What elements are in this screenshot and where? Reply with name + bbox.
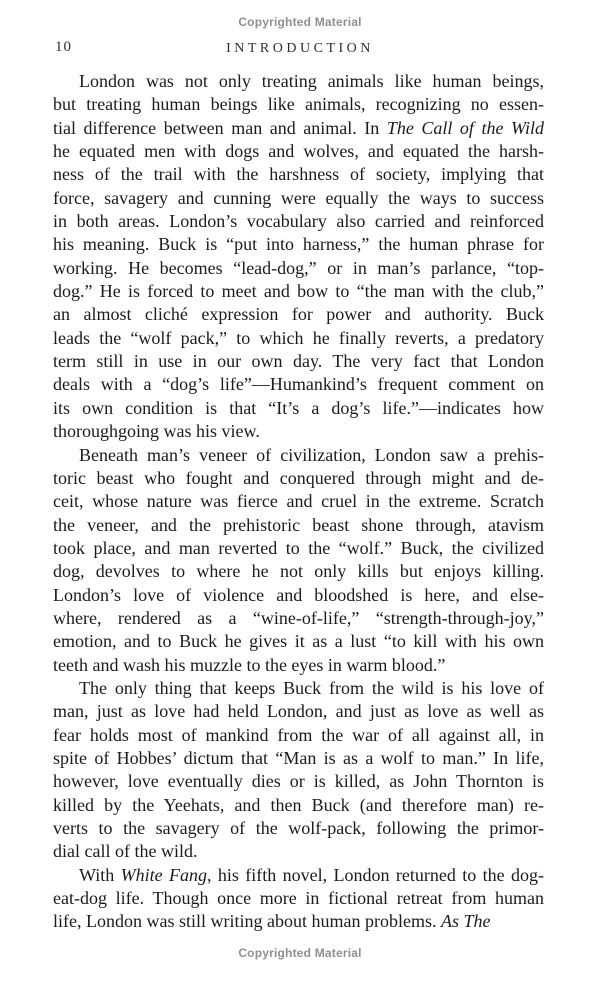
text-line: toric beast who fought and conquered through might and de- (53, 467, 544, 488)
text-line: life, London was still writing about human problems. As The (53, 911, 491, 932)
page-header (53, 39, 547, 57)
text-line: force, savagery and cunning were equally the ways to success (53, 187, 544, 208)
text-line: tial difference between man and animal. In The Call of the Wild (53, 117, 544, 138)
copyright-notice-top: Copyrighted Material (238, 15, 362, 29)
text-line: but treating human beings like animals, recognizing no essen- (53, 94, 544, 115)
text-line: ceit, whose nature was fierce and cruel in the extreme. Scratch (53, 491, 544, 512)
paragraph (53, 677, 544, 864)
paragraph (53, 70, 544, 444)
paragraph (53, 864, 544, 934)
text-line: ness of the trail with the harshness of society, implying that (53, 164, 544, 185)
text-line: dog, devolves to where he not only kills but enjoys killing. (53, 561, 544, 582)
text-line: London was not only treating animals like human beings, (79, 71, 544, 91)
text-line: his meaning. Buck is “put into harness,” the human phrase for (53, 234, 544, 255)
text-line: man, just as love had held London, and just as love as well as (53, 701, 544, 722)
text-line: term still in use in our own day. The very fact that London (53, 351, 544, 372)
body-text (53, 70, 544, 934)
text-line: in both areas. London’s vocabulary also carried and reinforced (53, 211, 544, 232)
text-line: thoroughgoing was his view. (53, 421, 260, 442)
text-line: fear holds most of mankind from the war of all against all, in (53, 724, 544, 745)
paragraph (53, 444, 544, 677)
text-line: With White Fang, his fifth novel, London returned to the dog- (79, 864, 544, 885)
copyright-notice-bottom: Copyrighted Material (238, 946, 362, 960)
running-head: INTRODUCTION (226, 41, 374, 56)
text-line: its own condition is that “It’s a dog’s life.”—indicates how (53, 397, 544, 418)
text-line: teeth and wash his muzzle to the eyes in warm blood.” (53, 654, 446, 675)
text-line: London’s love of violence and bloodshed is here, and else- (53, 584, 544, 605)
text-line: the veneer, and the prehistoric beast shone through, atavism (53, 514, 544, 535)
text-line: Beneath man’s veneer of civilization, London saw a prehis- (79, 444, 544, 465)
text-line: however, love eventually dies or is killed, as John Thornton is (53, 771, 544, 792)
text-line: eat-dog life. Though once more in fictional retreat from human (53, 888, 544, 909)
text-line: took place, and man reverted to the “wolf.” Buck, the civilized (53, 537, 544, 558)
text-line: an almost cliché expression for power and authority. Buck (53, 304, 544, 325)
text-line: spite of Hobbes’ dictum that “Man is as a wolf to man.” In life, (53, 747, 544, 768)
text-line: leads the “wolf pack,” to which he finally reverts, a predatory (53, 327, 544, 348)
text-line: emotion, and to Buck he gives it as a lust “to kill with his own (53, 631, 544, 652)
text-line: working. He becomes “lead-dog,” or in man’s parlance, “top- (53, 257, 544, 278)
text-line: verts to the savagery of the wolf-pack, following the primor- (53, 818, 544, 838)
text-line: he equated men with dogs and wolves, and equated the harsh- (53, 141, 544, 162)
text-line: dog.” He is forced to meet and bow to “the man with the club,” (53, 281, 544, 302)
page-number: 10 (55, 39, 72, 55)
text-line: where, rendered as a “wine-of-life,” “strength-through-joy,” (53, 607, 544, 628)
text-line: The only thing that keeps Buck from the wild is his love of (79, 677, 544, 698)
text-line: dial call of the wild. (53, 841, 198, 862)
text-line: deals with a “dog’s life”—Humankind’s frequent comment on (53, 374, 544, 395)
text-line: killed by the Yeehats, and then Buck (and therefore man) re- (53, 794, 544, 815)
